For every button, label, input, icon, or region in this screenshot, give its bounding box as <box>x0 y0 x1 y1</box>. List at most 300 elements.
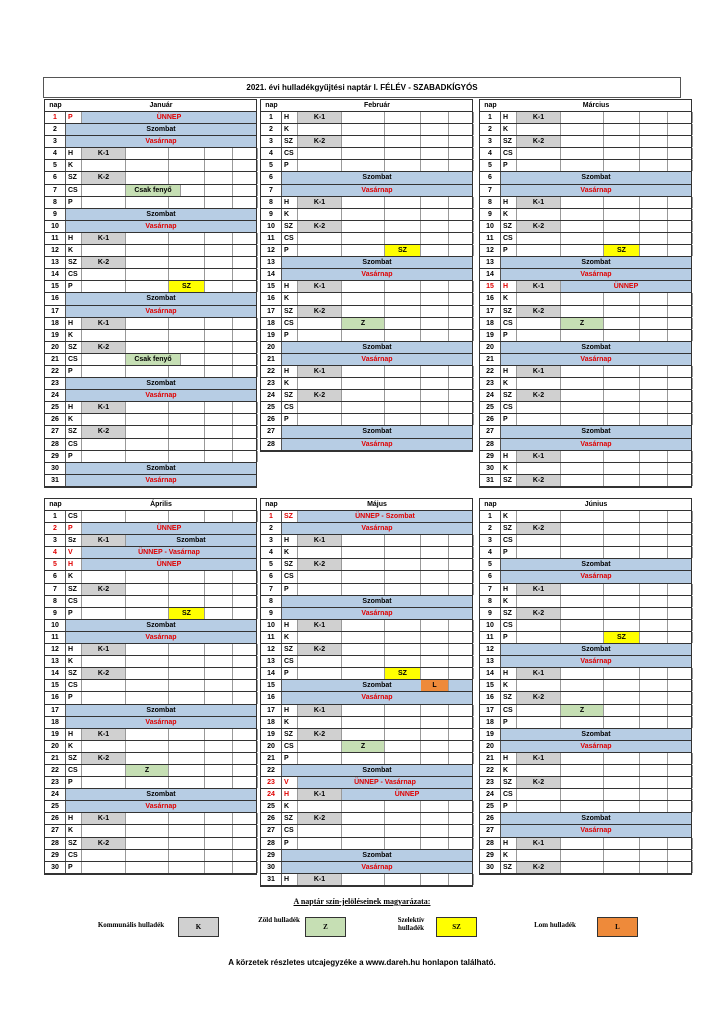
lom-cell <box>640 463 668 474</box>
day-number: 1 <box>261 112 282 123</box>
day-row <box>261 378 472 390</box>
weekday: SZ <box>501 523 517 534</box>
weekday: CS <box>282 402 298 413</box>
lom-cell <box>640 668 668 679</box>
kommunalis-cell: K-1 <box>517 197 561 208</box>
lom-cell <box>640 680 668 691</box>
empty-cell <box>449 330 474 341</box>
szelektiv-cell <box>181 354 205 365</box>
zold-cell <box>342 414 385 425</box>
day-row <box>261 801 472 813</box>
day-number: 8 <box>261 197 282 208</box>
kommunalis-cell <box>298 293 342 304</box>
empty-cell <box>668 584 693 595</box>
empty-cell <box>668 801 693 812</box>
lom-cell <box>205 511 233 522</box>
kommunalis-cell: K-2 <box>298 221 342 232</box>
weekday: H <box>501 753 517 764</box>
kommunalis-cell: K-1 <box>298 789 342 800</box>
day-number: 9 <box>480 608 501 619</box>
weekday: K <box>501 850 517 861</box>
kommunalis-cell: K-2 <box>517 136 561 147</box>
szelektiv-cell <box>604 112 640 123</box>
lom-cell <box>205 245 233 256</box>
kommunalis-cell <box>298 209 342 220</box>
kommunalis-cell <box>298 632 342 643</box>
kommunalis-cell: K-2 <box>298 729 342 740</box>
day-number: 13 <box>261 656 282 667</box>
day-row <box>261 354 472 366</box>
day-row <box>45 596 256 608</box>
day-row <box>480 281 691 293</box>
zold-cell <box>342 535 385 546</box>
day-number: 5 <box>261 160 282 171</box>
szelektiv-cell: SZ <box>604 245 640 256</box>
lom-cell <box>640 523 668 534</box>
empty-cell <box>449 813 474 824</box>
zold-cell <box>126 342 169 353</box>
empty-cell <box>233 838 258 849</box>
day-row <box>45 293 256 305</box>
zold-cell <box>342 717 385 728</box>
weekday: SZ <box>501 221 517 232</box>
szelektiv-cell <box>604 221 640 232</box>
zold-cell <box>342 825 385 836</box>
weekday: SZ <box>501 136 517 147</box>
weekday: K <box>66 414 82 425</box>
szelektiv-cell <box>385 559 421 570</box>
szelektiv-cell <box>169 838 205 849</box>
kommunalis-cell: K-2 <box>517 523 561 534</box>
day-row <box>480 172 691 184</box>
empty-cell <box>668 112 693 123</box>
kommunalis-cell: K-2 <box>517 862 561 873</box>
lom-cell <box>205 656 233 667</box>
day-row <box>45 426 256 438</box>
szelektiv-cell <box>169 668 205 679</box>
zold-cell <box>561 366 604 377</box>
szelektiv-cell <box>385 414 421 425</box>
weekday: H <box>501 838 517 849</box>
day-number: 27 <box>480 825 501 836</box>
zold-cell <box>126 584 169 595</box>
szelektiv-cell <box>604 511 640 522</box>
day-row <box>45 511 256 523</box>
empty-cell <box>233 862 258 873</box>
day-row <box>480 608 691 620</box>
day-number: 4 <box>480 148 501 159</box>
day-number: 15 <box>45 281 66 292</box>
kommunalis-cell <box>517 209 561 220</box>
month-table <box>260 498 473 887</box>
day-row <box>480 136 691 148</box>
day-number: 26 <box>480 813 501 824</box>
day-row <box>480 862 691 874</box>
weekday: K <box>501 209 517 220</box>
day-number: 10 <box>480 620 501 631</box>
weekday: H <box>501 584 517 595</box>
empty-cell <box>233 342 258 353</box>
weekday: H <box>282 874 298 885</box>
day-row <box>261 838 472 850</box>
lom-cell <box>421 221 449 232</box>
kommunalis-cell <box>517 463 561 474</box>
day-band: Szombat <box>282 172 472 183</box>
day-band: Szombat <box>66 705 256 716</box>
lom-cell <box>421 801 449 812</box>
zold-cell <box>342 281 385 292</box>
nap-header: nap <box>484 102 497 109</box>
day-row <box>261 584 472 596</box>
day-row <box>261 112 472 124</box>
empty-cell <box>668 596 693 607</box>
day-number: 5 <box>480 160 501 171</box>
lom-cell <box>640 862 668 873</box>
lom-cell <box>640 112 668 123</box>
lom-cell <box>421 148 449 159</box>
day-number: 7 <box>45 185 66 196</box>
day-number: 3 <box>261 535 282 546</box>
lom-cell <box>421 584 449 595</box>
day-row <box>480 523 691 535</box>
weekday: P <box>282 330 298 341</box>
day-band: Szombat <box>66 209 256 220</box>
kommunalis-cell: K-2 <box>82 753 126 764</box>
day-band: Szombat <box>282 596 472 607</box>
weekday: SZ <box>282 136 298 147</box>
day-band: Vasárnap <box>66 632 256 643</box>
zold-cell <box>342 390 385 401</box>
lom-cell <box>640 221 668 232</box>
zold-cell <box>561 789 604 800</box>
weekday: CS <box>501 402 517 413</box>
weekday: CS <box>282 825 298 836</box>
zold-cell <box>561 608 604 619</box>
day-number: 20 <box>45 741 66 752</box>
day-row <box>480 354 691 366</box>
kommunalis-cell <box>517 680 561 691</box>
day-band: Szombat <box>501 426 691 437</box>
weekday: CS <box>501 789 517 800</box>
day-row <box>261 874 472 886</box>
zold-cell <box>561 402 604 413</box>
empty-cell <box>449 112 474 123</box>
empty-cell <box>668 293 693 304</box>
szelektiv-cell <box>385 318 421 329</box>
szelektiv-cell <box>169 813 205 824</box>
zold-cell <box>342 801 385 812</box>
zold-cell <box>342 293 385 304</box>
day-band: Szombat <box>501 559 691 570</box>
empty-cell <box>233 813 258 824</box>
lom-cell <box>640 596 668 607</box>
lom-cell <box>640 620 668 631</box>
lom-cell <box>421 559 449 570</box>
zold-cell <box>342 136 385 147</box>
day-number: 30 <box>480 463 501 474</box>
day-row <box>261 209 472 221</box>
kommunalis-cell <box>298 717 342 728</box>
day-band: Vasárnap <box>501 825 691 836</box>
lom-cell <box>205 366 233 377</box>
kommunalis-cell <box>82 825 126 836</box>
day-number: 6 <box>480 571 501 582</box>
zold-cell <box>561 148 604 159</box>
day-number: 1 <box>261 511 282 522</box>
weekday: CS <box>501 535 517 546</box>
lom-cell <box>421 632 449 643</box>
zold-cell: Z <box>342 318 385 329</box>
day-row <box>45 717 256 729</box>
weekday: CS <box>501 705 517 716</box>
day-number: 17 <box>45 705 66 716</box>
zold-cell <box>561 596 604 607</box>
day-number: 20 <box>261 342 282 353</box>
page-title: 2021. évi hulladékgyűjtési naptár I. FÉLÉV - SZABADKÍGYÓS <box>43 77 681 98</box>
day-row <box>480 439 691 451</box>
nap-header: nap <box>484 501 497 508</box>
day-row <box>261 136 472 148</box>
szelektiv-cell <box>385 813 421 824</box>
kommunalis-cell <box>82 354 126 365</box>
day-number: 3 <box>45 136 66 147</box>
szelektiv-cell <box>385 136 421 147</box>
lom-cell <box>205 342 233 353</box>
weekday: SZ <box>501 306 517 317</box>
zold-cell <box>126 281 169 292</box>
empty-cell <box>233 172 258 183</box>
empty-cell <box>233 148 258 159</box>
day-number: 22 <box>261 765 282 776</box>
day-row <box>480 644 691 656</box>
empty-cell <box>668 668 693 679</box>
lom-cell <box>421 547 449 558</box>
day-row <box>261 559 472 571</box>
empty-cell <box>449 741 474 752</box>
day-number: 31 <box>45 475 66 486</box>
legend-box-z: Z <box>305 917 346 937</box>
kommunalis-cell <box>517 535 561 546</box>
day-row <box>45 680 256 692</box>
day-row <box>261 426 472 438</box>
day-number: 20 <box>45 342 66 353</box>
kommunalis-cell: K-1 <box>82 813 126 824</box>
day-row <box>45 523 256 535</box>
day-row <box>480 378 691 390</box>
lom-cell <box>421 245 449 256</box>
weekday: K <box>282 801 298 812</box>
day-row <box>480 765 691 777</box>
zold-cell <box>561 584 604 595</box>
szelektiv-cell <box>604 378 640 389</box>
day-row <box>45 729 256 741</box>
szelektiv-cell: SZ <box>385 245 421 256</box>
empty-cell <box>233 850 258 861</box>
empty-cell <box>668 535 693 546</box>
day-band: Vasárnap <box>66 136 256 147</box>
szelektiv-cell <box>385 741 421 752</box>
day-band: Vasárnap <box>501 185 691 196</box>
kommunalis-cell: K-1 <box>82 148 126 159</box>
day-number: 30 <box>45 862 66 873</box>
zold-cell <box>561 511 604 522</box>
zold-cell <box>126 414 169 425</box>
kommunalis-cell <box>82 777 126 788</box>
empty-cell <box>668 402 693 413</box>
day-band: ÜNNEP <box>561 281 691 292</box>
empty-cell <box>449 668 474 679</box>
day-row <box>480 414 691 426</box>
day-row <box>45 765 256 777</box>
day-band: ÜNNEP - Vasárnap <box>82 547 256 558</box>
day-number: 4 <box>261 547 282 558</box>
zold-cell <box>126 160 169 171</box>
weekday: H <box>282 366 298 377</box>
zold-cell <box>561 765 604 776</box>
kommunalis-cell <box>298 825 342 836</box>
day-row <box>45 535 256 547</box>
weekday: H <box>66 729 82 740</box>
zold-cell <box>342 366 385 377</box>
szelektiv-cell <box>604 596 640 607</box>
szelektiv-cell <box>604 680 640 691</box>
zold-cell <box>126 197 169 208</box>
lom-cell <box>640 511 668 522</box>
szelektiv-cell <box>385 366 421 377</box>
zold-cell <box>561 801 604 812</box>
day-row <box>480 451 691 463</box>
zold-cell: Csak fenyő <box>126 185 181 196</box>
nap-header: nap <box>49 501 62 508</box>
day-row <box>45 547 256 559</box>
day-number: 6 <box>261 172 282 183</box>
szelektiv-cell <box>385 293 421 304</box>
day-band: Szombat <box>501 257 691 268</box>
legend-box-k: K <box>178 917 219 937</box>
day-row <box>480 656 691 668</box>
weekday: CS <box>66 439 82 450</box>
lom-cell <box>205 571 233 582</box>
kommunalis-cell: K-2 <box>517 390 561 401</box>
weekday: H <box>282 705 298 716</box>
day-row <box>261 789 472 801</box>
day-row <box>480 330 691 342</box>
szelektiv-cell <box>604 306 640 317</box>
day-number: 19 <box>480 729 501 740</box>
empty-cell <box>668 124 693 135</box>
day-number: 16 <box>45 692 66 703</box>
empty-cell <box>668 862 693 873</box>
szelektiv-cell <box>604 124 640 135</box>
lom-cell <box>421 717 449 728</box>
kommunalis-cell: K-1 <box>82 535 126 546</box>
kommunalis-cell: K-1 <box>517 668 561 679</box>
szelektiv-cell <box>169 402 205 413</box>
szelektiv-cell <box>169 366 205 377</box>
day-number: 14 <box>480 269 501 280</box>
lom-cell <box>205 330 233 341</box>
weekday: P <box>282 668 298 679</box>
kommunalis-cell <box>298 148 342 159</box>
lom-cell <box>640 535 668 546</box>
day-number: 31 <box>261 874 282 885</box>
kommunalis-cell <box>298 741 342 752</box>
empty-cell <box>668 378 693 389</box>
kommunalis-cell: K-2 <box>517 608 561 619</box>
empty-cell <box>449 366 474 377</box>
kommunalis-cell <box>517 233 561 244</box>
day-band: Szombat <box>501 729 691 740</box>
lom-cell <box>640 475 668 486</box>
day-number: 13 <box>480 257 501 268</box>
day-row <box>45 233 256 245</box>
kommunalis-cell <box>298 245 342 256</box>
szelektiv-cell <box>604 862 640 873</box>
lom-cell <box>640 838 668 849</box>
szelektiv-cell <box>604 789 640 800</box>
weekday: H <box>66 148 82 159</box>
zold-cell <box>342 584 385 595</box>
lom-cell <box>640 547 668 558</box>
day-band: Vasárnap <box>66 390 256 401</box>
kommunalis-cell <box>517 789 561 800</box>
lom-cell <box>205 269 233 280</box>
weekday: P <box>282 245 298 256</box>
day-number: 20 <box>480 342 501 353</box>
day-row <box>480 293 691 305</box>
day-number: 11 <box>480 233 501 244</box>
day-number: 26 <box>45 414 66 425</box>
kommunalis-cell: K-1 <box>298 281 342 292</box>
zold-cell <box>126 233 169 244</box>
szelektiv-cell <box>385 571 421 582</box>
kommunalis-cell <box>298 547 342 558</box>
kommunalis-cell: K-2 <box>517 306 561 317</box>
day-band: Szombat <box>282 342 472 353</box>
kommunalis-cell <box>517 378 561 389</box>
szelektiv-cell <box>385 874 421 885</box>
szelektiv-cell <box>169 197 205 208</box>
lom-cell <box>205 741 233 752</box>
weekday: K <box>282 547 298 558</box>
day-number: 21 <box>261 354 282 365</box>
day-number: 22 <box>45 366 66 377</box>
lom-cell <box>205 608 233 619</box>
day-number: 21 <box>261 753 282 764</box>
szelektiv-cell <box>169 765 205 776</box>
zold-cell <box>342 209 385 220</box>
zold-cell: Csak fenyő <box>126 354 181 365</box>
kommunalis-cell <box>517 801 561 812</box>
day-number: 14 <box>261 269 282 280</box>
kommunalis-cell: K-1 <box>298 535 342 546</box>
lom-cell <box>640 366 668 377</box>
weekday: P <box>66 197 82 208</box>
day-row <box>480 777 691 789</box>
legend-label-kommunalis: Kommunális hulladék <box>97 921 165 929</box>
day-number: 12 <box>45 644 66 655</box>
weekday: P <box>501 245 517 256</box>
day-row <box>480 705 691 717</box>
szelektiv-cell <box>604 535 640 546</box>
weekday: CS <box>282 741 298 752</box>
weekday: H <box>501 451 517 462</box>
lom-cell <box>421 729 449 740</box>
day-number: 2 <box>45 124 66 135</box>
weekday: SZ <box>282 813 298 824</box>
day-row <box>261 330 472 342</box>
kommunalis-cell <box>517 318 561 329</box>
